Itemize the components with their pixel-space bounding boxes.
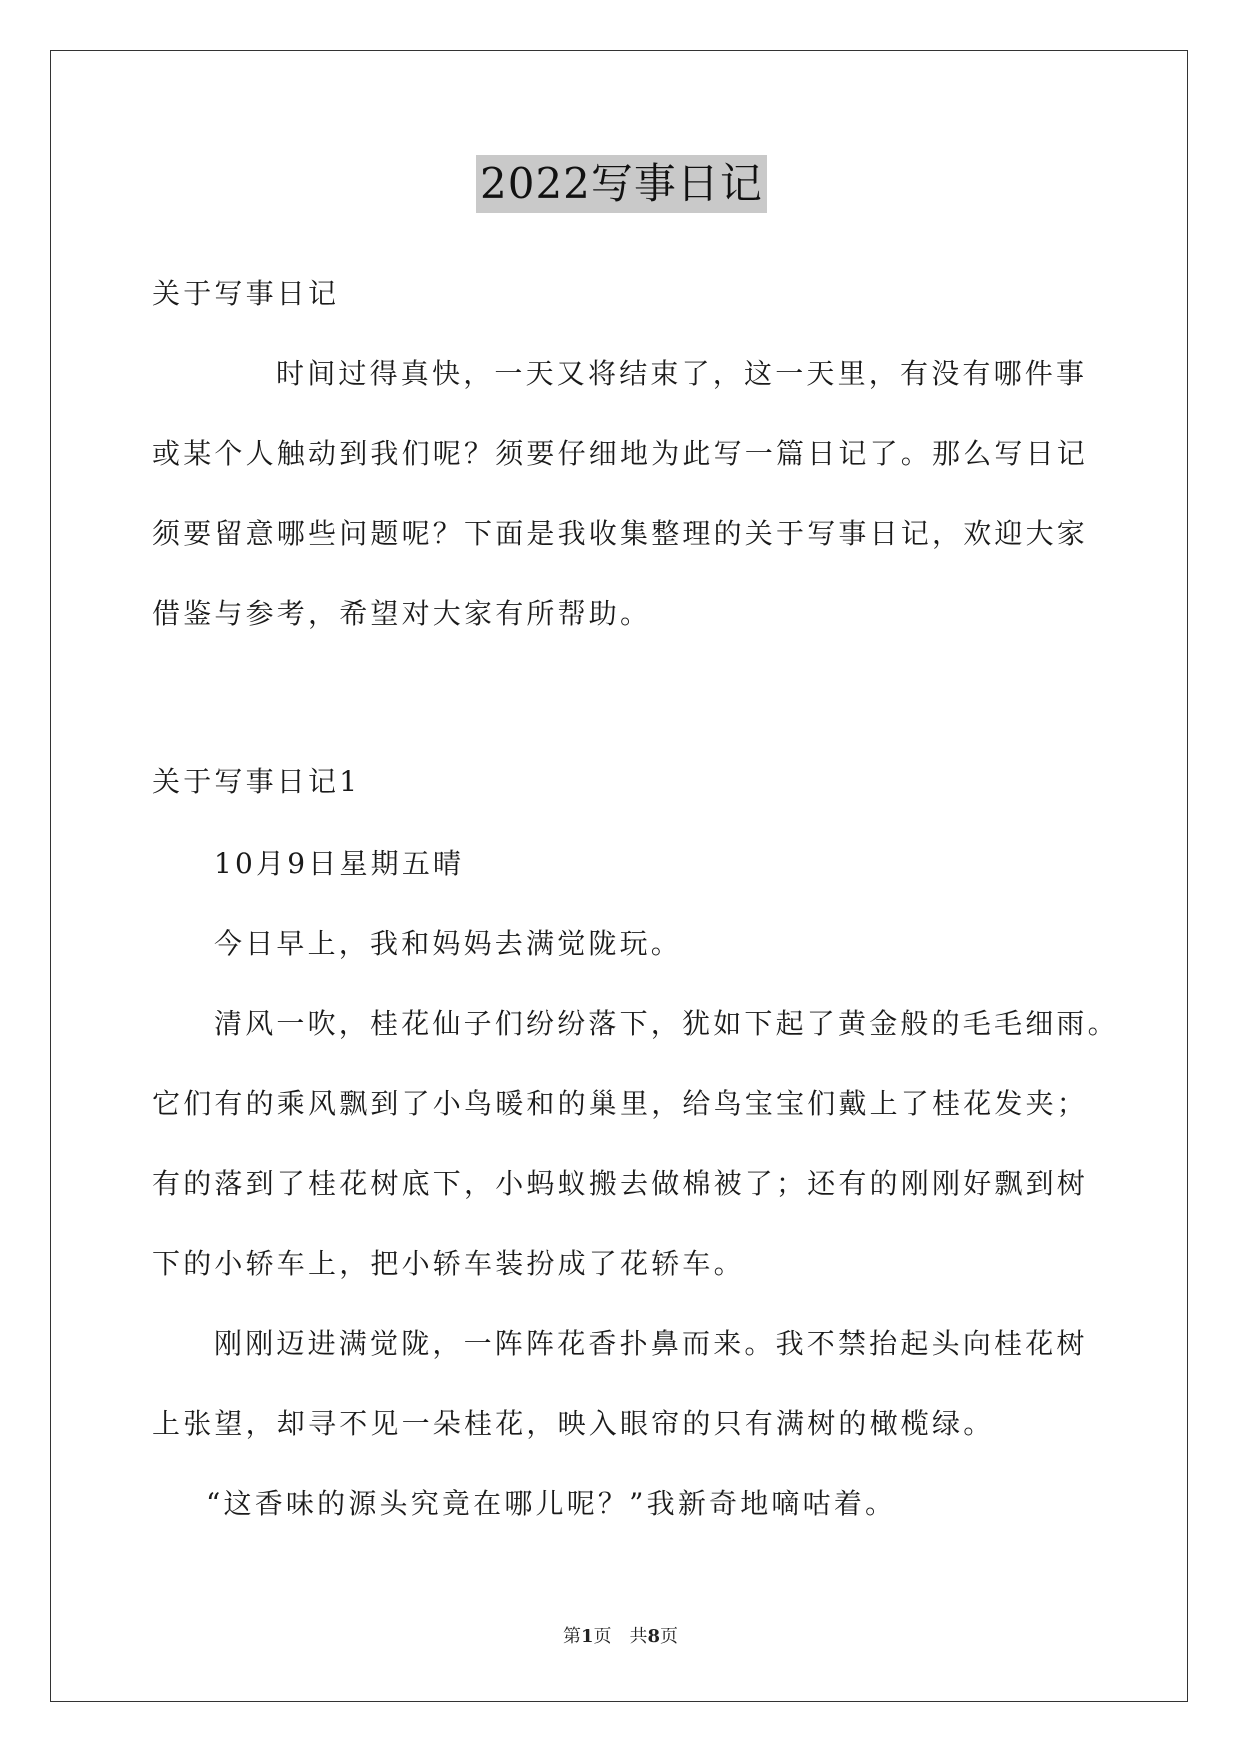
page-footer	[0, 1622, 1241, 1648]
paragraph-line: 有的落到了桂花树底下，小蚂蚁搬去做棉被了；还有的刚刚好飘到树	[152, 1167, 1089, 1200]
current-page-number: 1	[580, 1626, 594, 1647]
paragraph-line: “这香味的源头究竟在哪儿呢？”我新奇地嘀咕着。	[206, 1487, 897, 1520]
paragraph-line: 清风一吹，桂花仙子们纷纷落下，犹如下起了黄金般的毛毛细雨。	[214, 1007, 1119, 1040]
paragraph-line: 下的小轿车上，把小轿车装扮成了花轿车。	[152, 1247, 745, 1280]
paragraph-line: 今日早上，我和妈妈去满觉陇玩。	[214, 927, 683, 960]
total-pages-number: 8	[647, 1626, 661, 1647]
paragraph-line: 借鉴与参考，希望对大家有所帮助。	[152, 597, 652, 630]
footer-prefix: 第	[562, 1626, 581, 1647]
paragraph-line: 刚刚迈进满觉陇，一阵阵花香扑鼻而来。我不禁抬起头向桂花树	[214, 1327, 1088, 1360]
paragraph-line: 或某个人触动到我们呢？须要仔细地为此写一篇日记了。那么写日记	[152, 437, 1089, 470]
paragraph-line: 上张望，却寻不见一朵桂花，映入眼帘的只有满树的橄榄绿。	[152, 1407, 995, 1440]
paragraph-line: 时间过得真快，一天又将结束了，这一天里，有没有哪件事	[276, 357, 1088, 390]
paragraph-line: 须要留意哪些问题呢？下面是我收集整理的关于写事日记，欢迎大家	[152, 517, 1089, 550]
intro-heading: 关于写事日记	[152, 277, 340, 310]
paragraph-line: 它们有的乘风飘到了小鸟暖和的巢里，给鸟宝宝们戴上了桂花发夹；	[152, 1087, 1089, 1120]
footer-mid: 页 共	[593, 1626, 648, 1647]
footer-suffix: 页	[660, 1626, 679, 1647]
section-heading: 关于写事日记1	[152, 765, 361, 798]
diary-date: 10月9日星期五晴	[214, 847, 465, 880]
document-title: 2022写事日记	[476, 155, 767, 213]
